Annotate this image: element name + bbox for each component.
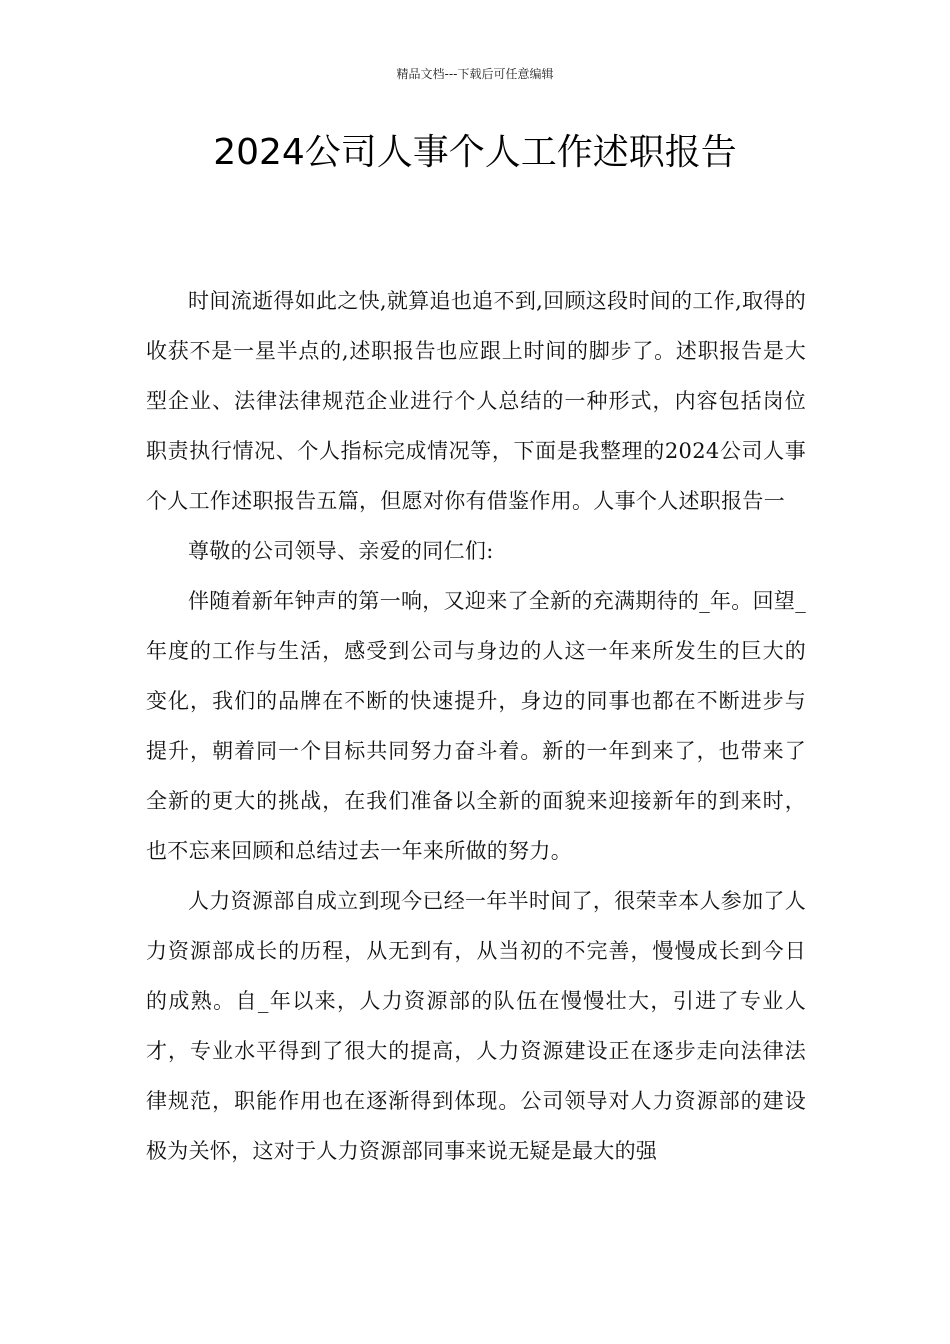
paragraph-new-year: 伴随着新年钟声的第一响，又迎来了全新的充满期待的_年。回望_年度的工作与生活，感受到公司与身边的人这一年来所发生的巨大的变化，我们的品牌在不断的快速提升，身边的同事也都在不断进步与提升，朝着同一个目标共同努力奋斗着。新的一年到来了，也带来了全新的更大的挑战，在我们准备以全新的面貌来迎接新年的到来时，也不忘来回顾和总结过去一年来所做的努力。 <box>146 589 806 863</box>
document-title: 2024公司人事个人工作述职报告 <box>213 132 737 173</box>
paragraph-intro: 时间流逝得如此之快,就算追也追不到,回顾这段时间的工作,取得的收获不是一星半点的,述职报告也应跟上时间的脚步了。述职报告是大型企业、法律法律规范企业进行个人总结的一种形式，内容包括岗位职责执行情况、个人指标完成情况等，下面是我整理的2024公司人事个人工作述职报告五篇，但愿对你有借鉴作用。人事个人述职报告一 <box>146 289 806 513</box>
document-body <box>146 276 806 1176</box>
paragraph-salutation: 尊敬的公司领导、亲爱的同仁们: <box>188 539 494 563</box>
header-note: 精品文档---下载后可任意编辑 <box>396 67 554 81</box>
paragraph-hr-department: 人力资源部自成立到现今已经一年半时间了，很荣幸本人参加了人力资源部成长的历程，从无到有，从当初的不完善，慢慢成长到今日的成熟。自_年以来，人力资源部的队伍在慢慢壮大，引进了专业人才，专业水平得到了很大的提高，人力资源建设正在逐步走向法律法律规范，职能作用也在逐渐得到体现。公司领导对人力资源部的建设极为关怀，这对于人力资源部同事来说无疑是最大的强 <box>146 889 806 1163</box>
